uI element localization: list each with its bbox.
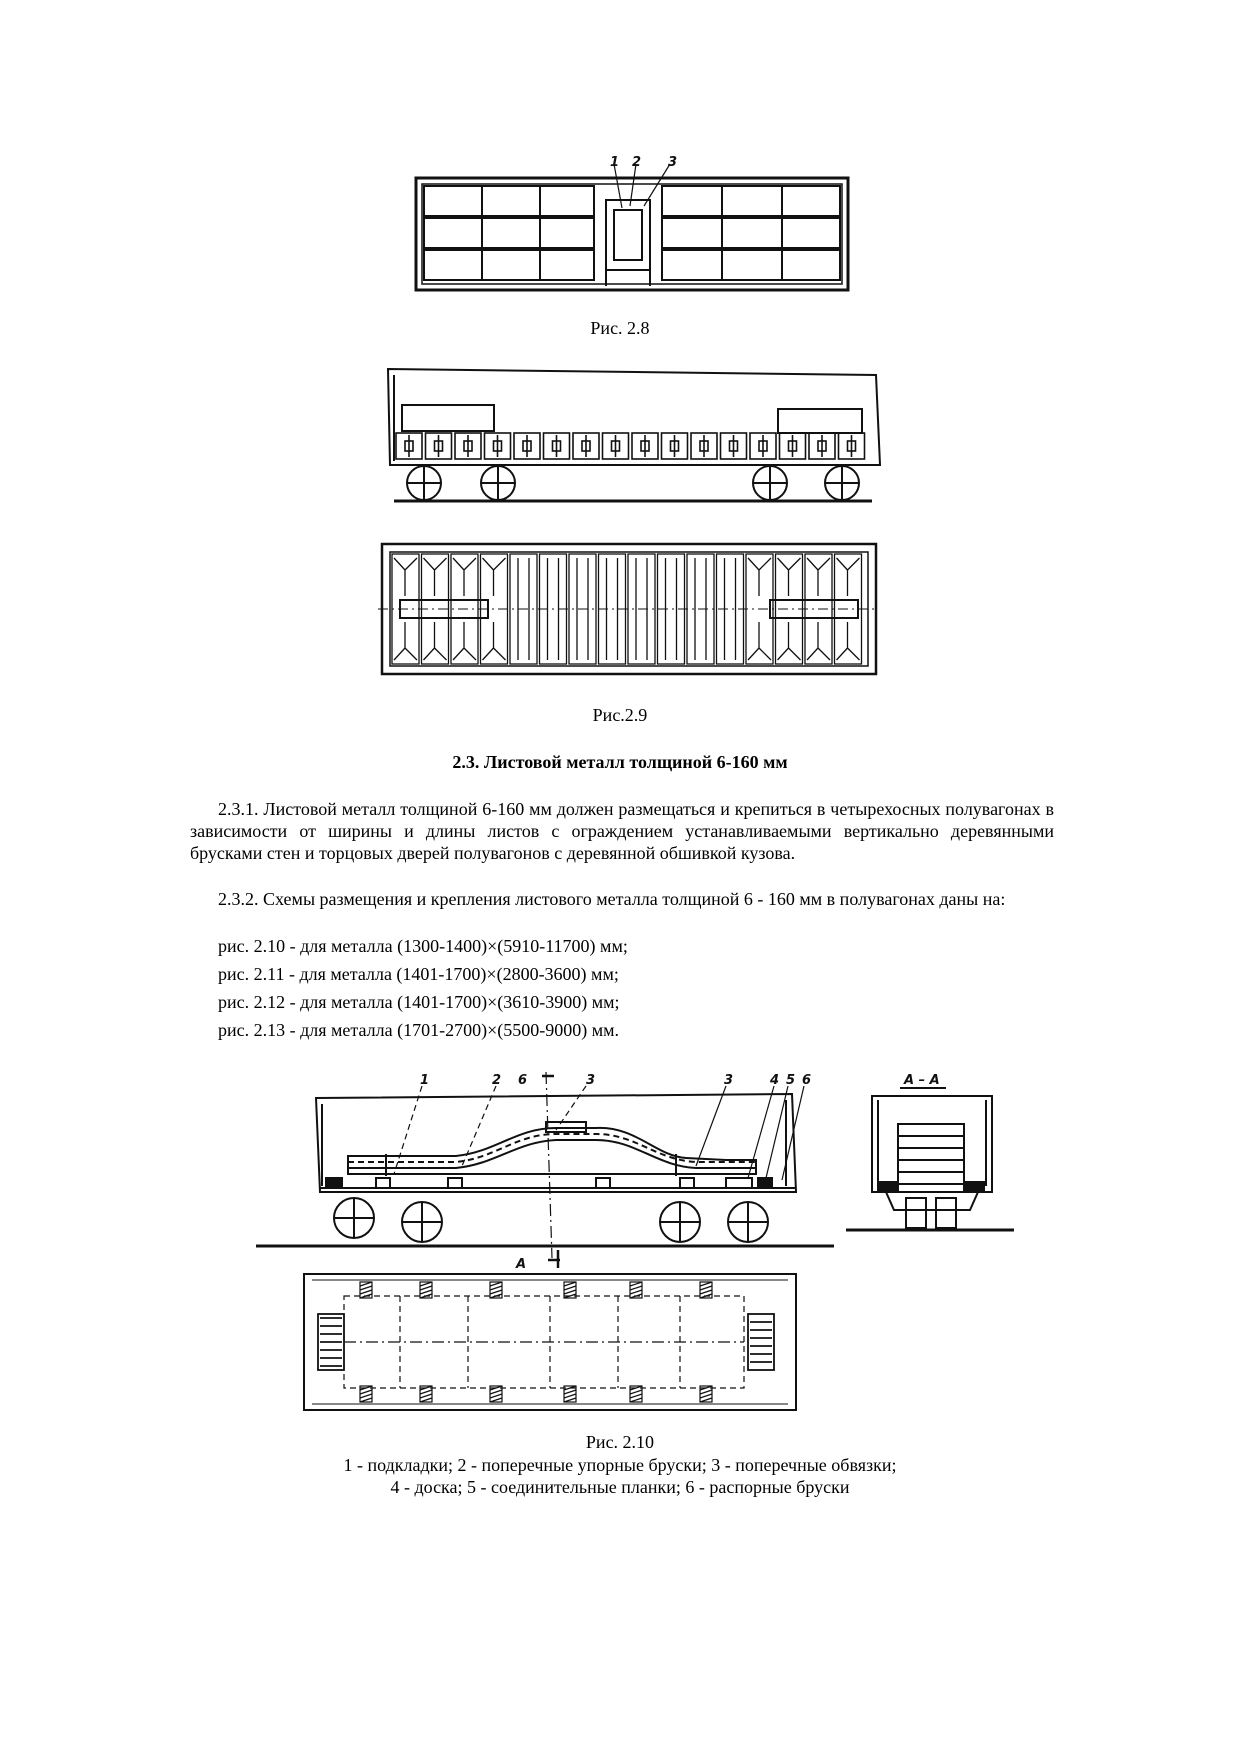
section-title: А – А [904, 1073, 940, 1088]
figure-2-10-section-view [846, 1070, 1016, 1240]
figure-2-8-caption: Рис. 2.8 [590, 318, 650, 338]
callout-3: 3 [668, 155, 678, 170]
list-item: рис. 2.10 - для металла (1300-1400)×(5910-11700) мм; [218, 936, 628, 956]
figure-reference-list [218, 932, 628, 1044]
packet [721, 433, 747, 459]
packet [514, 433, 540, 459]
packet [662, 433, 688, 459]
figure-2-10-legend-line-2: 4 - доска; 5 - соединительные планки; 6 - распорные бруски [390, 1477, 850, 1497]
section-heading: 2.3. Листовой металл толщиной 6-160 мм [452, 752, 788, 772]
callout-3: 3 [724, 1073, 734, 1088]
paragraph-2-3-2-text: 2.3.2. Схемы размещения и крепления листового металла толщиной 6 - 160 мм в полувагонах даны на: [218, 889, 1006, 909]
callout-3: 3 [586, 1073, 596, 1088]
paragraph-2-3-2 [190, 888, 1054, 910]
packet [485, 433, 511, 459]
paragraph-2-3-1 [190, 798, 1054, 864]
list-item: рис. 2.13 - для металла (1701-2700)×(5500-9000) мм. [218, 1020, 620, 1040]
callout-1: 1 [420, 1073, 430, 1088]
packet [750, 433, 776, 459]
packet [632, 433, 658, 459]
packet [691, 433, 717, 459]
figure-2-10-caption: Рис. 2.10 [585, 1432, 655, 1452]
packet [780, 433, 806, 459]
list-item: рис. 2.12 - для металла (1401-1700)×(3610-3900) мм; [218, 992, 620, 1012]
paragraph-2-3-1-text: 2.3.1. Листовой металл толщиной 6-160 мм должен размещаться и крепиться в четырехосных полувагонах в зависимости от ширины и длины листов с ограждением устанавливаемыми вертикально деревянными брусками стен и торцовых дверей полувагонов с деревянной обшивкой кузова. [190, 799, 1054, 863]
figure-2-10-plan-view [300, 1268, 810, 1418]
callout-6: 6 [518, 1073, 528, 1088]
packet [544, 433, 570, 459]
figure-2-10-side-view [256, 1070, 836, 1270]
callout-2: 2 [492, 1073, 502, 1088]
figure-2-9-plan-view [378, 540, 878, 680]
callout-1: 1 [610, 155, 620, 170]
packet [573, 433, 599, 459]
figure-2-9-caption: Рис.2.9 [592, 705, 648, 725]
figure-2-8 [410, 155, 860, 300]
packet [396, 433, 422, 459]
figure-2-9-side-view [380, 365, 880, 515]
callout-2: 2 [632, 155, 642, 170]
callout-5: 5 [786, 1073, 796, 1088]
packet [839, 433, 865, 459]
packet [603, 433, 629, 459]
section-mark: А [516, 1257, 527, 1272]
packet [809, 433, 835, 459]
figure-2-10-legend-line-1: 1 - подкладки; 2 - поперечные упорные бруски; 3 - поперечные обвязки; [343, 1455, 897, 1475]
list-item: рис. 2.11 - для металла (1401-1700)×(2800-3600) мм; [218, 964, 619, 984]
callout-6: 6 [802, 1073, 812, 1088]
figure-2-8-drawing [410, 155, 860, 300]
callout-4: 4 [770, 1073, 780, 1088]
packet [455, 433, 481, 459]
packet [426, 433, 452, 459]
